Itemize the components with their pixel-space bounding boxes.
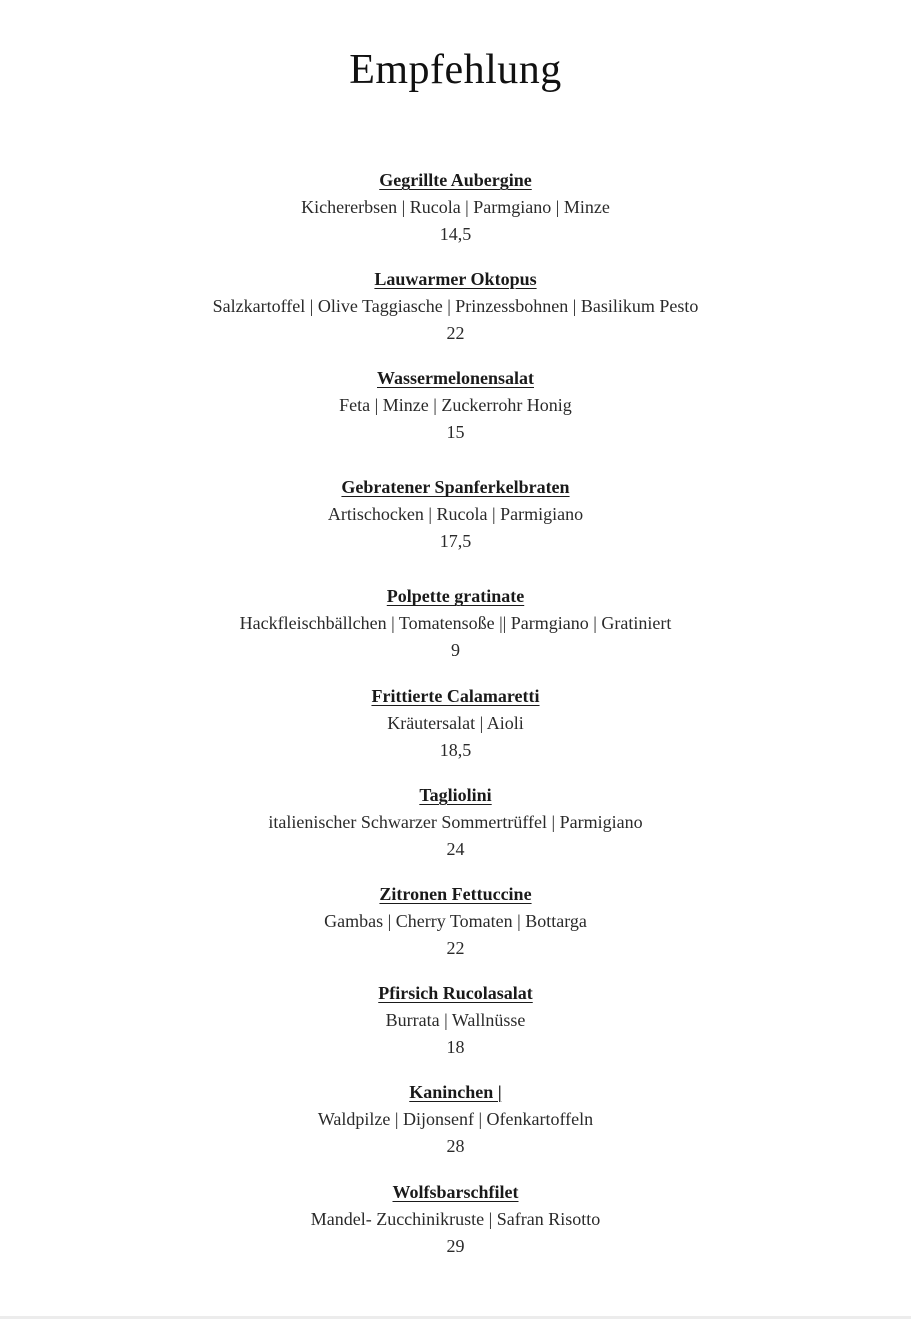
dish-price: 22: [446, 937, 465, 958]
menu-item: [0, 474, 911, 583]
dish-description: Hackfleischbällchen | Tomatensoße || Parmgiano | Gratiniert: [239, 613, 672, 634]
dish-price: 17,5: [439, 531, 472, 552]
dish-name: Wassermelonensalat: [377, 368, 534, 389]
dish-price: 18: [446, 1037, 465, 1058]
menu-item: [0, 980, 911, 1079]
menu-item: [0, 1179, 911, 1278]
dish-name: Zitronen Fettuccine: [379, 883, 532, 904]
dish-price: 22: [446, 323, 465, 344]
menu-item: [0, 167, 911, 266]
dish-name: Wolfsbarschfilet: [392, 1181, 519, 1202]
dish-name: Frittierte Calamaretti: [371, 685, 540, 706]
dish-description: Kichererbsen | Rucola | Parmgiano | Minze: [301, 197, 610, 217]
dish-name: Gegrillte Aubergine: [379, 170, 532, 190]
menu-item: [0, 266, 911, 365]
dish-name: Tagliolini: [419, 784, 492, 805]
dish-description: italienischer Schwarzer Sommertrüffel | Parmigiano: [268, 811, 643, 832]
dish-name: Polpette gratinate: [386, 586, 525, 607]
dish-description: Burrata | Wallnüsse: [385, 1010, 526, 1031]
menu-item: [0, 782, 911, 881]
menu-list: [0, 167, 911, 1278]
dish-description: Artischocken | Rucola | Parmigiano: [327, 504, 584, 525]
dish-description: Kräutersalat | Aioli: [387, 712, 524, 733]
dish-price: 24: [446, 838, 465, 859]
dish-description: Gambas | Cherry Tomaten | Bottarga: [324, 910, 587, 931]
dish-price: 18,5: [439, 739, 472, 760]
dish-description: Waldpilze | Dijonsenf | Ofenkartoffeln: [317, 1109, 594, 1130]
dish-name: Lauwarmer Oktopus: [374, 269, 537, 290]
dish-description: Mandel- Zucchinikruste | Safran Risotto: [310, 1208, 601, 1229]
menu-item: [0, 683, 911, 782]
page-title: Empfehlung: [349, 47, 562, 93]
dish-name: Pfirsich Rucolasalat: [378, 983, 533, 1004]
dish-price: 28: [446, 1136, 465, 1157]
dish-price: 15: [446, 422, 465, 443]
menu-item: [0, 583, 911, 682]
dish-price: 9: [451, 640, 460, 661]
dish-name: Kaninchen |: [409, 1082, 502, 1103]
dish-name: Gebratener Spanferkelbraten: [341, 477, 570, 498]
dish-description: Salzkartoffel | Olive Taggiasche | Prinzessbohnen | Basilikum Pesto: [212, 296, 699, 317]
dish-price: 14,5: [439, 224, 472, 244]
menu-item: [0, 881, 911, 980]
menu-item: [0, 1079, 911, 1178]
menu-item: [0, 365, 911, 474]
dish-price: 29: [446, 1235, 465, 1256]
dish-description: Feta | Minze | Zuckerrohr Honig: [339, 395, 572, 416]
